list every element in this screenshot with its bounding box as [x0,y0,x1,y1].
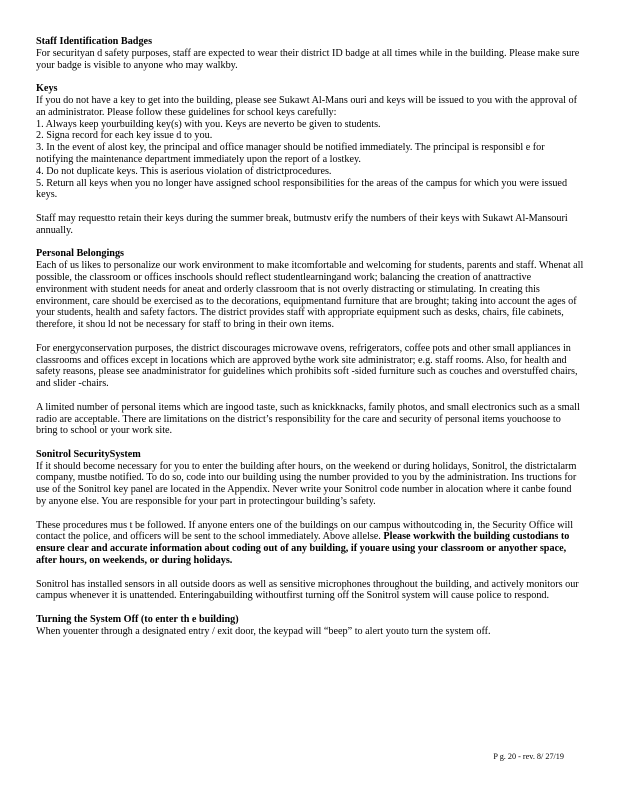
keys-item-4: 4. Do not duplicate keys. This is aserious violation of districtprocedures. [36,165,332,177]
sonitrol-paragraph-1: If it should become necessary for you to enter the building after hours, on the weekend or during holidays, Sonitrol, the districtalarm company, mustbe notified. To do so, code into our building using the number provided to you by the administration. Ins tructions for use of the Sonitrol key panel are located in the Appendix. Never write your Sonitrol code number in alocation where it canbe found by anyone else. You are responsible for your part in protectingour building’s safety. [36,460,577,508]
page-footer: P g. 20 - rev. 8/ 27/19 [493,752,564,761]
keys-item-5: 5. Return all keys when you no longer have assigned school responsibilities for the areas of the campus for which you were issued keys. [36,177,568,201]
keys-item-1: 1. Always keep yourbuilding key(s) with you. Keys are neverto be given to students. [36,118,381,130]
keys-heading: Keys [36,83,58,95]
keys-item-3: 3. In the event of alost key, the principal and office manager should be notified immediately. The principal is responsibl e for notifying the maintenance department immediately upon the report of a lostkey. [36,142,545,165]
keys-retain-text: Staff may requestto retain their keys during the summer break, butmustv erify the numbers of their keys with Sukawt Al-Mansouri annually. [36,212,568,236]
belongings-paragraph-2: For energyconservation purposes, the district discourages microwave ovens, refrigerators, coffee pots and other small appliances in classrooms and offices except in locations which are approved bythe work site administrator; e.g. staff rooms. Also, for health and safety reasons, please see anadministrator for guidelines which prohibits soft -sided furniture such as couches and overstuffed chairs, and slider -chairs. [36,342,578,390]
sonitrol-paragraph-2-bold: Please workwith the building custodians to ensure clear and accurate information about coding out of any building, if youare using your classroom or anyother space, after hours, on weekends, or during holidays. [36,531,570,567]
staff-id-heading: Staff Identification Badges [36,36,153,47]
keys-guidelines-list [36,119,584,202]
belongings-paragraph-3: A limited number of personal items which are ingood taste, such as knickknacks, family photos, and small electronics such as a small radio are acceptable. There are limitations on the district’s responsibility for the care and security of personal items youchoose to bring to school or your work site. [36,401,580,437]
turning-off-heading: Turning the System Off (to enter th e building) [36,614,239,626]
sonitrol-paragraph-3: Sonitrol has installed sensors in all outside doors as well as sensitive microphones throughout the building, and actively monitors our campus whenever it is unattended. Enteringabuilding withoutfirst turning off the Sonitrol system will cause police to respond. [36,578,579,602]
turning-off-text: When youenter through a designated entry / exit door, the keypad will “beep” to alert youto turn the system off. [36,625,491,637]
keys-item-2: 2. Signa record for each key issue d to you. [36,130,213,142]
belongings-heading: Personal Belongings [36,248,125,260]
sonitrol-heading: Sonitrol SecuritySystem [36,448,141,460]
document-body [36,36,584,638]
staff-id-text: For securityan d safety purposes, staff are expected to wear their district ID badge at all times while in the building. Please make sure your badge is visible to anyone who may walkby. [36,47,580,71]
keys-intro: If you do not have a key to get into the building, please see Sukawt Al-Mans ouri and keys will be issued to you with the approval of an administrator. Please follow these guidelines for school keys carefully: [36,94,577,118]
sonitrol-paragraph-2 [36,520,584,567]
belongings-paragraph-1: Each of us likes to personalize our work environment to make itcomfortable and welcoming for students, parents and staff. Whenat all possible, the classroom or offices inschools should reflect studentlearningand work; balancing the creation of anattractive environment with student needs for aneat and orderly classroom that is not overly distracting or stimulating. In creating this environment, care should be exercised as to the decorations, equipmentand furniture that are brought; taking into account the ages of your students, health and safety factors. The district provides staff with appropriate equipment such as desks, chairs, file cabinets, therefore, it shou ld not be necessary for staff to bring in their own items. [36,260,584,331]
sonitrol-paragraph-2-text: These procedures mus t be followed. If anyone enters one of the buildings on our campus withoutcoding in, the Security Office will contact the police, and officers will be sent to the school immediately. Above allelse. [36,519,574,543]
